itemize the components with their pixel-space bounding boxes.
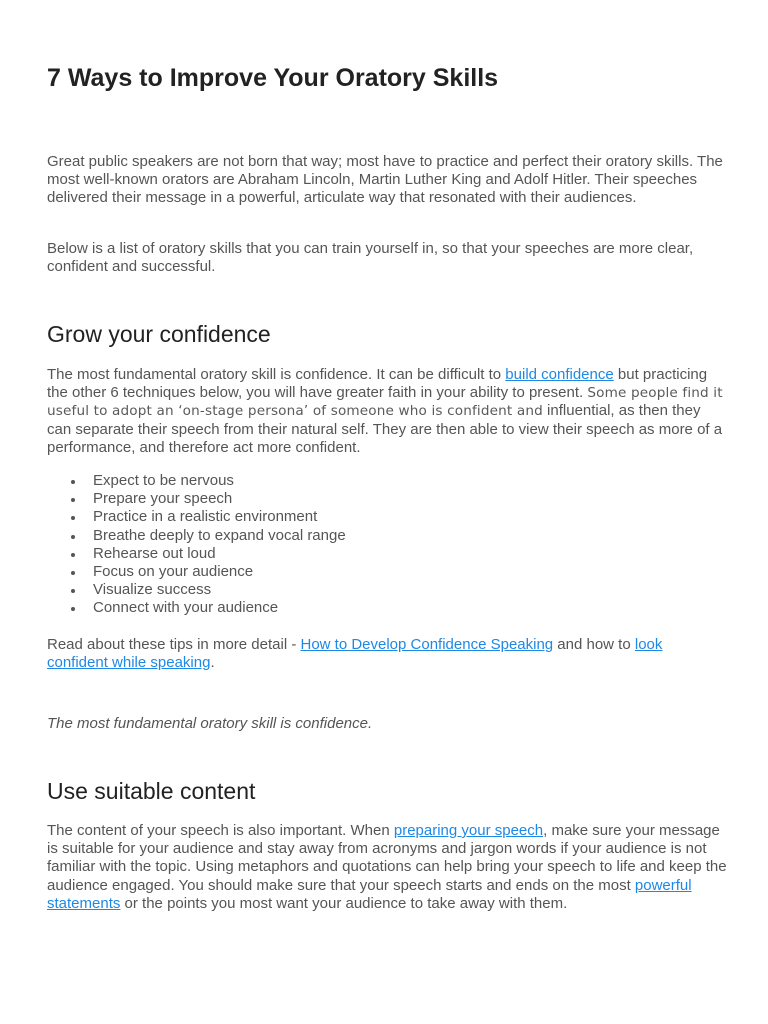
list-item: Expect to be nervous: [47, 472, 346, 490]
build-confidence-link[interactable]: build confidence: [505, 366, 614, 383]
look-confident-link[interactable]: look confident while speaking: [47, 636, 663, 672]
list-item: Prepare your speech: [47, 490, 346, 508]
content-text-mid: , make sure your message is suitable for your audience and stay away from acronyms and jargon words if your audience is not familiar with the topic. Using metaphors and quotations can help bring your speech to life and keep the audience engaged. You should make sure that your speech starts and ends on the most: [47, 822, 727, 894]
read-more-text-mid: and how to: [553, 636, 635, 653]
read-more-text-start: Read about these tips in more detail -: [47, 636, 301, 653]
intro-paragraph-1: Great public speakers are not born that way; most have to practice and perfect their oratory skills. The most well-known orators are Abraham Lincoln, Martin Luther King and Adolf Hitler. Their speeches delivered their message in a powerful, articulate way that resonated with their audiences.: [47, 153, 723, 207]
list-item: Focus on your audience: [47, 563, 346, 581]
confidence-tips-list: [47, 472, 346, 618]
read-more-paragraph: [47, 636, 727, 672]
list-item: Connect with your audience: [47, 599, 346, 617]
develop-confidence-link[interactable]: How to Develop Confidence Speaking: [300, 636, 554, 653]
confidence-text-end: influential, as then they can separate their speech from their natural self. They are then able to view their speech as more of a performance, and therefore act more confident.: [47, 402, 723, 456]
list-item: Breathe deeply to expand vocal range: [47, 527, 346, 545]
content-paragraph: [47, 822, 727, 913]
read-more-text-end: .: [210, 654, 215, 672]
confidence-text-persona: Some people find it useful to adopt an ‘on-stage persona’ of someone who is confident and: [47, 385, 723, 420]
powerful-statements-link[interactable]: powerful statements: [47, 876, 692, 912]
list-item: Rehearse out loud: [47, 545, 346, 563]
preparing-speech-link[interactable]: preparing your speech: [393, 822, 544, 839]
pull-quote: The most fundamental oratory skill is confidence.: [47, 715, 373, 732]
section-heading-content: Use suitable content: [47, 778, 256, 804]
content-text-end: or the points you most want your audience to take away with them.: [120, 894, 568, 912]
content-text-start: The content of your speech is also important. When: [47, 822, 394, 839]
confidence-paragraph: [47, 366, 727, 457]
page-title: 7 Ways to Improve Your Oratory Skills: [47, 64, 499, 92]
confidence-text-start: The most fundamental oratory skill is confidence. It can be difficult to: [47, 366, 506, 383]
section-heading-confidence: Grow your confidence: [47, 321, 271, 347]
confidence-text-mid: but practicing the other 6 techniques below, you will have greater faith in your ability to present.: [47, 366, 708, 402]
intro-paragraph-2: Below is a list of oratory skills that you can train yourself in, so that your speeches are more clear, confident and successful.: [47, 240, 694, 276]
list-item: Practice in a realistic environment: [47, 508, 346, 526]
list-item: Visualize success: [47, 581, 346, 599]
